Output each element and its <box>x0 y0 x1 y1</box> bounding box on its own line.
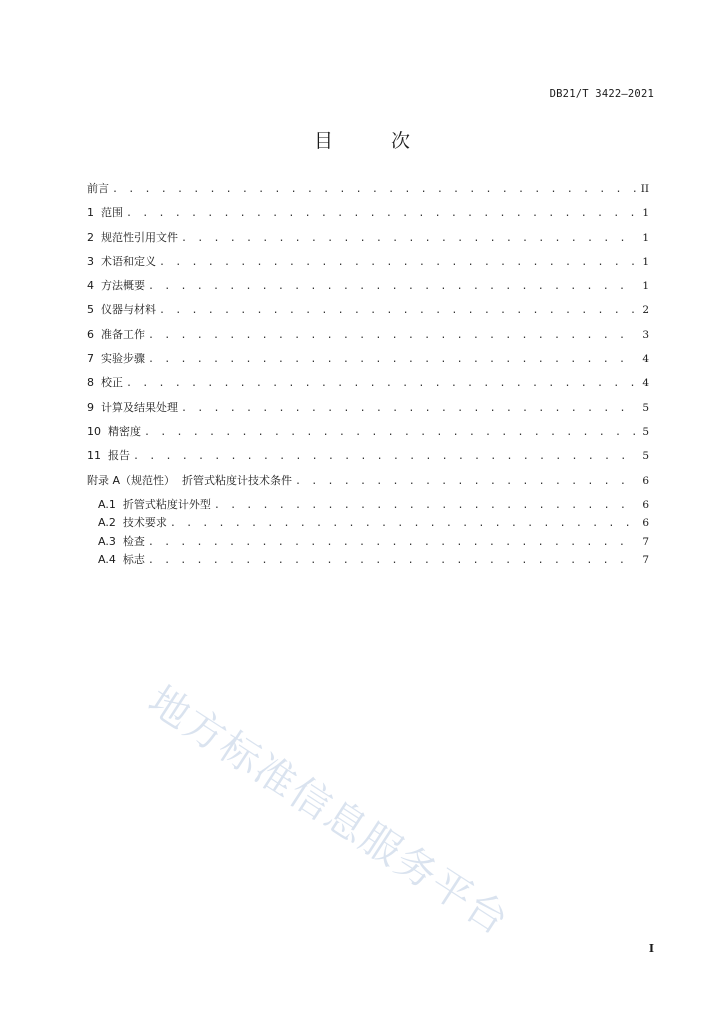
dot-leader <box>181 233 636 244</box>
toc-entry-label: 1 范围 <box>87 206 123 220</box>
toc-entry-foreword[interactable] <box>87 180 649 204</box>
toc-entry-experiment-steps[interactable] <box>87 350 649 374</box>
toc-entry-label: 9 计算及结果处理 <box>87 400 178 414</box>
toc-entry-page: 1 <box>642 255 649 268</box>
dot-leader <box>148 281 636 292</box>
toc-entry-page: 6 <box>642 474 649 487</box>
toc-entry-label: 3 术语和定义 <box>87 254 156 268</box>
toc-entry-label: 2 规范性引用文件 <box>87 230 178 244</box>
toc-entry-page: 5 <box>642 425 649 438</box>
toc-entry-label: A.3 检查 <box>98 534 145 548</box>
toc-entry-label: 5 仪器与材料 <box>87 303 156 317</box>
toc-entry-page: 3 <box>642 328 649 341</box>
toc-entry-page: 2 <box>642 304 649 317</box>
dot-leader <box>148 354 636 365</box>
toc-entry-label: 4 方法概要 <box>87 279 145 293</box>
toc-entry-page: 1 <box>642 231 649 244</box>
toc-entry-label: 11 报告 <box>87 449 130 463</box>
dot-leader <box>112 184 636 195</box>
dot-leader <box>159 257 636 268</box>
toc-entry-page: 5 <box>642 401 649 414</box>
dot-leader <box>214 500 636 511</box>
toc-entry-label: 10 精密度 <box>87 424 141 438</box>
table-of-contents <box>87 180 649 570</box>
toc-subentry-a1[interactable] <box>87 496 649 515</box>
toc-entry-method-summary[interactable] <box>87 277 649 301</box>
toc-entry-page: 4 <box>642 377 649 390</box>
toc-entry-appendix-a[interactable] <box>87 472 649 496</box>
dot-leader <box>170 518 636 529</box>
toc-entry-label: 7 实验步骤 <box>87 352 145 366</box>
toc-entry-page: 5 <box>642 450 649 463</box>
toc-entry-precision[interactable] <box>87 423 649 447</box>
toc-entry-label: A.2 技术要求 <box>98 516 167 530</box>
dot-leader <box>144 427 636 438</box>
dot-leader <box>159 305 636 316</box>
dot-leader <box>181 403 636 414</box>
toc-entry-page: 4 <box>642 353 649 366</box>
toc-entry-report[interactable] <box>87 447 649 471</box>
dot-leader <box>148 555 636 566</box>
toc-entry-label: A.4 标志 <box>98 553 145 567</box>
toc-entry-page: II <box>640 183 649 195</box>
toc-entry-page: 1 <box>642 207 649 220</box>
toc-subentry-a3[interactable] <box>87 533 649 552</box>
dot-leader <box>126 378 636 389</box>
toc-entry-page: 7 <box>642 535 649 548</box>
toc-subentry-a4[interactable] <box>87 551 649 570</box>
toc-entry-label: 6 准备工作 <box>87 327 145 341</box>
toc-entry-scope[interactable] <box>87 204 649 228</box>
watermark: 地方标准信息服务平台 <box>140 677 518 945</box>
toc-entry-page: 6 <box>642 498 649 511</box>
dot-leader <box>133 451 636 462</box>
toc-entry-label: A.1 折管式粘度计外型 <box>98 497 211 511</box>
toc-entry-page: 7 <box>642 554 649 567</box>
dot-leader <box>148 537 636 548</box>
toc-entry-preparation[interactable] <box>87 326 649 350</box>
page-title: 目 次 <box>313 130 437 152</box>
toc-entry-label: 前言 <box>87 182 109 195</box>
toc-entry-label: 8 校正 <box>87 376 123 390</box>
toc-entry-calculation[interactable] <box>87 399 649 423</box>
dot-leader <box>295 476 636 487</box>
toc-subentry-a2[interactable] <box>87 514 649 533</box>
toc-entry-instruments-materials[interactable] <box>87 301 649 325</box>
toc-entry-page: 1 <box>642 280 649 293</box>
dot-leader <box>126 208 636 219</box>
page-number: I <box>648 942 654 955</box>
toc-entry-label: 附录 A（规范性） 折管式粘度计技术条件 <box>87 473 293 487</box>
dot-leader <box>148 330 636 341</box>
toc-entry-calibration[interactable] <box>87 374 649 398</box>
toc-entry-page: 6 <box>642 517 649 530</box>
standard-code: DB21/T 3422—2021 <box>549 88 654 100</box>
toc-entry-terms-definitions[interactable] <box>87 253 649 277</box>
toc-entry-normative-references[interactable] <box>87 229 649 253</box>
